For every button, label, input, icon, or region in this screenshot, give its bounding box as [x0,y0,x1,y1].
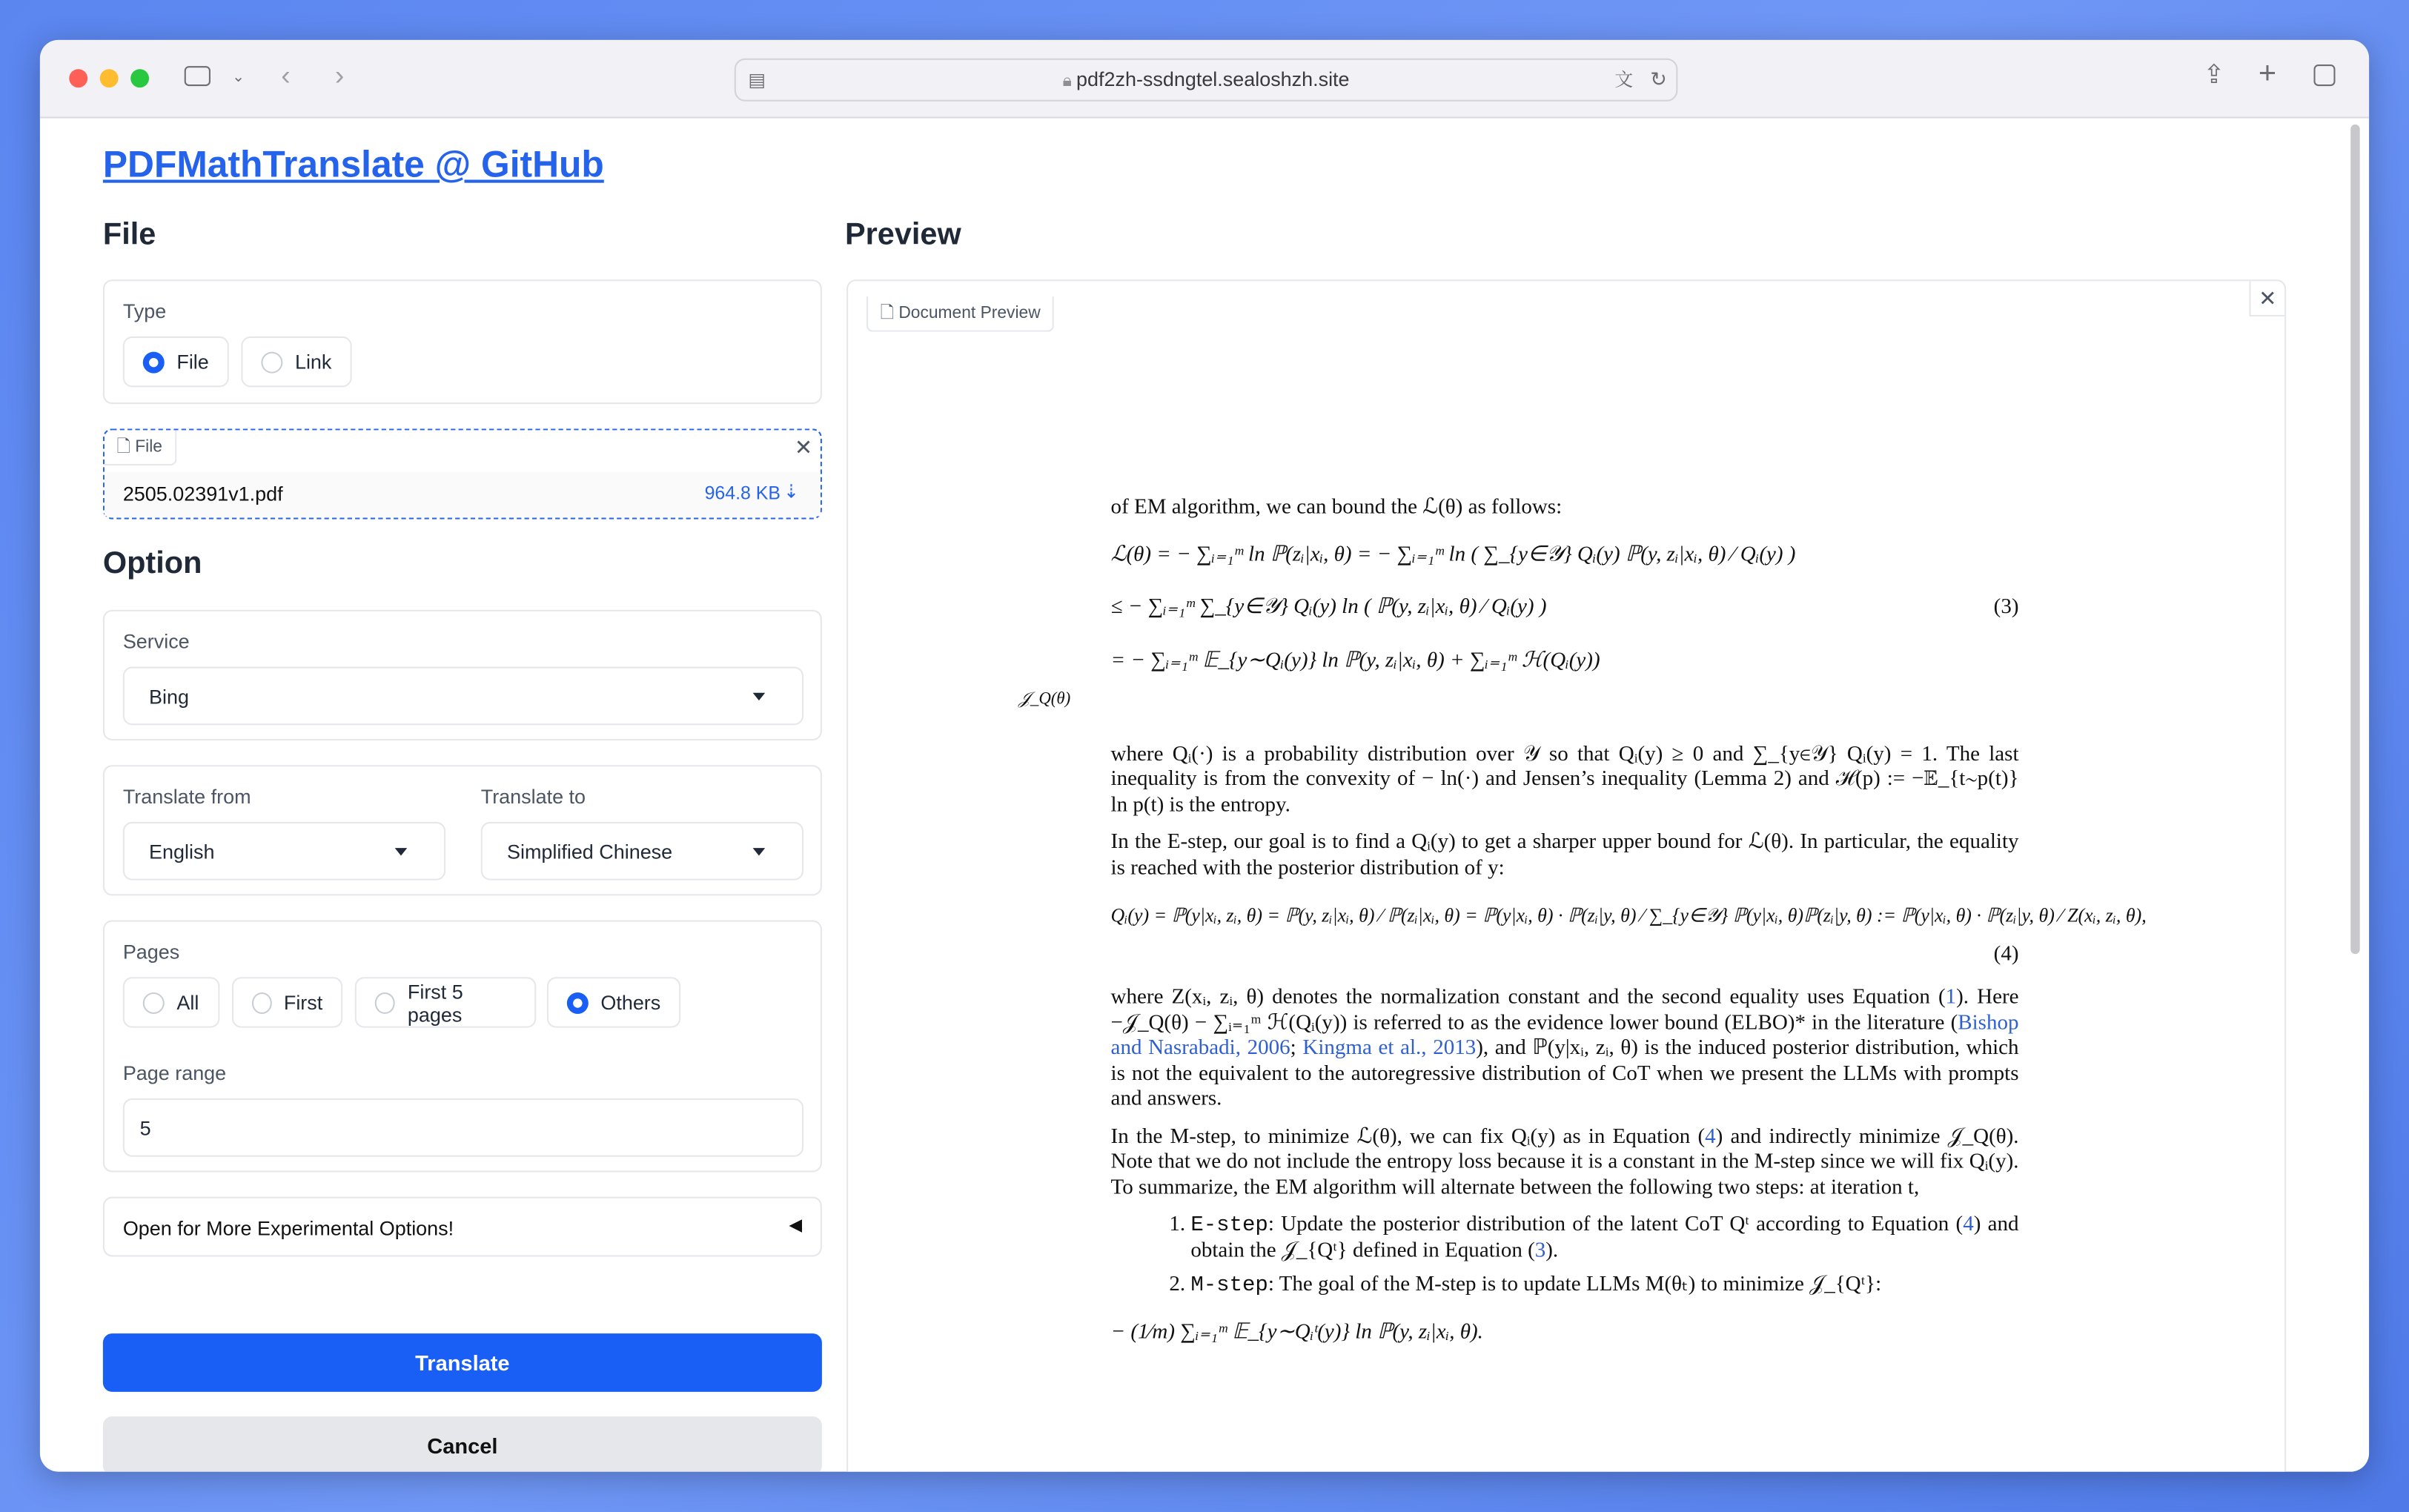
translate-to-select[interactable] [481,822,803,881]
equation-ref-link[interactable]: 4 [1705,1125,1716,1149]
equation-3 [1018,543,2019,712]
translate-icon[interactable]: 文 [1614,69,1634,91]
radio-label: All [176,990,199,1014]
cancel-button[interactable]: Cancel [103,1416,822,1472]
text: ). Here −𝒥_Q(θ) − ∑ᵢ₌₁ᵐ ℋ(Qᵢ(y)) is referred to as the evidence lower bound (ELBO)* in the literature ( [1110,986,2019,1035]
radio-unselected-icon [252,992,271,1013]
zoom-window-button[interactable] [130,69,149,87]
close-window-button[interactable] [69,69,87,87]
reload-icon[interactable]: ↻ [1650,67,1667,91]
radio-label: First [283,990,323,1014]
tab-overview-icon[interactable]: ▤ [748,69,766,91]
radio-label: Link [294,350,332,374]
page-range-input[interactable]: 5 [123,1098,803,1157]
dropdown-caret-icon [753,693,766,700]
lock-icon: 🔒︎ [1062,72,1077,91]
page-range-label: Page range [122,1061,227,1085]
new-tab-icon[interactable]: + [2258,56,2277,91]
pages-radio-others[interactable] [547,977,680,1027]
paragraph [1111,987,2019,1113]
download-icon[interactable]: ⇣ [783,480,799,503]
url-text: pdf2zh-ssdngtel.sealoshzh.site [1076,67,1350,91]
text: ) and indirectly minimize 𝒥_Q(θ). Note that we do not include the entropy loss because it is a constant in the M-step since we will fix Qᵢ(y). To summarize, the EM algorithm will alternate between the following two steps: at iteration t, [1110,1125,2019,1199]
language-group [103,765,822,895]
from-value: English [149,840,215,863]
equation-line: ℒ(θ) = − ∑ᵢ₌₁ᵐ ln ℙ(zᵢ|xᵢ, θ) = − ∑ᵢ₌₁ᵐ ln ( ∑_{y∈𝒴} Qᵢ(y) ℙ(y, zᵢ|xᵢ, θ) ⁄ Qᵢ(y) ) [1110,543,1796,566]
collapse-triangle-icon: ◀ [789,1216,802,1236]
browser-window [40,40,2369,1472]
equation-brace-label: 𝒥_Q(θ) [1018,689,1071,709]
page-content [40,119,2369,1472]
preview-tab-label: Document Preview [898,304,1041,323]
chevron-down-icon[interactable]: ⌄ [231,69,245,87]
document-page [1018,496,2147,1358]
close-preview-button[interactable]: ✕ [2249,281,2284,316]
text: where Z(xᵢ, zᵢ, θ) denotes the normalization constant and the second equality uses Equation ( [1110,986,1946,1009]
equation-line: = − ∑ᵢ₌₁ᵐ 𝔼_{y∼Qᵢ(y)} ln ℙ(y, zᵢ|xᵢ, θ) + ∑ᵢ₌₁ᵐ ℋ(Qᵢ(y)) [1110,649,1600,672]
service-value: Bing [149,685,190,709]
equation-line: Qᵢ(y) = ℙ(y|xᵢ, zᵢ, θ) = ℙ(y, zᵢ|xᵢ, θ) ⁄ ℙ(zᵢ|xᵢ, θ) = ℙ(y|xᵢ, θ) · ℙ(zᵢ|y, θ) ⁄ ∑_{y∈𝒴} ℙ(y|xᵢ, θ)ℙ(zᵢ|y, θ) := ℙ(y|xᵢ, θ) · ℙ(zᵢ|y, θ) ⁄ Z(xᵢ, zᵢ, θ), [1110,904,2147,926]
translate-to-label: Translate to [480,785,586,809]
browser-toolbar [40,40,2369,119]
radio-label: First 5 pages [407,979,463,1026]
pages-radio-all[interactable] [123,977,220,1027]
text: : The goal of the M-step is to update LLMs M(θₜ) to minimize 𝒥_{Qᵗ}: [1268,1273,1882,1297]
address-bar[interactable] [735,59,1678,102]
equation-5: − (1⁄m) ∑ᵢ₌₁ᵐ 𝔼_{y∼Qᵢᵗ(y)} ln ℙ(y, zᵢ|xᵢ, θ). [1110,1320,1483,1344]
citation-link[interactable]: Kingma et al., 2013 [1302,1037,1477,1061]
type-radio-file[interactable] [123,336,229,387]
pages-label: Pages [122,940,180,964]
paragraph: In the E-step, our goal is to find a Qᵢ(y) to get a sharper upper bound for ℒ(θ). In particular, the equality is reached with the posterior distribution of y: [1110,831,2019,880]
equation-ref-link[interactable]: 3 [1534,1239,1546,1262]
equation-number: (3) [1993,596,2019,620]
text: ), and ℙ(y|xᵢ, zᵢ, θ) is the induced posterior distribution, which is not the equivalent to the autoregressive distribution of CoT when we present the LLMs with prompts and answers. [1110,1037,2019,1111]
forward-icon[interactable]: › [334,59,345,91]
equation-4 [1110,903,2147,968]
sidebar-icon[interactable] [185,66,211,86]
file-upload[interactable] [103,428,822,519]
type-radio-link[interactable] [241,336,351,387]
to-value: Simplified Chinese [506,840,673,863]
preview-heading: Preview [844,218,961,252]
radio-label: Others [600,990,661,1014]
service-label: Service [122,629,190,653]
experimental-options-accordion[interactable] [103,1197,822,1257]
text: ; [1290,1037,1303,1061]
file-icon: 🗋︎ [880,304,899,323]
back-icon[interactable]: ‹ [281,59,291,91]
equation-line: ≤ − ∑ᵢ₌₁ᵐ ∑_{y∈𝒴} Qᵢ(y) ln ( ℙ(y, zᵢ|xᵢ, θ) ⁄ Qᵢ(y) ) [1110,596,1547,620]
clear-file-button[interactable]: ✕ [794,434,813,460]
list-item [1190,1213,2018,1264]
document-preview-tab[interactable] [866,296,1054,332]
minimize-window-button[interactable] [100,69,119,87]
text: ) and obtain the 𝒥_{Qᵗ} defined in Equation ( [1190,1213,2019,1262]
file-heading: File [102,218,156,252]
pages-radio-first-5[interactable] [355,977,537,1027]
tabs-icon[interactable] [2313,64,2335,86]
equation-ref-link[interactable]: 4 [1963,1213,1974,1237]
share-icon[interactable]: ⇪ [2203,59,2225,90]
file-row [105,471,821,516]
file-icon: 🗋︎ [116,437,136,457]
file-name: 2505.02391v1.pdf [122,482,283,505]
type-label: Type [122,299,167,323]
file-tab-label: File [135,437,162,457]
radio-selected-icon [143,351,165,373]
citation-link[interactable]: Bishop and Nasrabadi, 2006 [1110,1011,2019,1061]
pages-radio-first[interactable] [232,977,342,1027]
file-tab [105,430,176,465]
option-heading: Option [102,546,202,581]
dropdown-caret-icon [753,848,766,855]
service-select[interactable] [123,667,803,726]
paragraph: of EM algorithm, we can bound the ℒ(θ) as follows: [1110,496,1563,520]
radio-selected-icon [567,992,589,1013]
paragraph: where Qᵢ(·) is a probability distribution over 𝒴 so that Qᵢ(y) ≥ 0 and ∑_{y∈𝒴} Qᵢ(y) = 1. The last inequality is from the convexity of − ln(·) and Jensen’s inequality (Lemma 2) and ℋ(p) := −𝔼_{t∼p(t)} ln p(t) is the entropy. [1110,743,2019,817]
radio-label: File [176,350,209,374]
github-link[interactable]: PDFMathTranslate @ GitHub [102,144,604,186]
list-item [1190,1273,2018,1299]
radio-unselected-icon [375,992,396,1013]
code-text: M-step [1190,1273,1268,1299]
translate-button[interactable]: Translate [103,1333,822,1392]
radio-unselected-icon [143,992,165,1013]
experimental-options-label: Open for More Experimental Options! [122,1216,454,1240]
paragraph [1111,1125,2019,1201]
radio-unselected-icon [261,351,282,373]
text: ). [1545,1239,1559,1262]
equation-ref-link[interactable]: 1 [1945,986,1957,1009]
equation-number: (4) [1993,943,2019,966]
code-text: E-step [1190,1213,1268,1239]
translate-from-label: Translate from [122,785,251,809]
page-scrollbar[interactable] [2350,125,2359,954]
pages-group [103,921,822,1173]
type-group [103,279,822,404]
text: In the M-step, to minimize ℒ(θ), we can fix Qᵢ(y) as in Equation ( [1110,1125,1706,1149]
file-size[interactable]: 964.8 KB [704,482,781,504]
text: : Update the posterior distribution of the latent CoT Qᵗ according to Equation ( [1268,1213,1964,1237]
translate-from-select[interactable] [123,822,445,881]
service-group [103,610,822,740]
em-steps-list [1111,1213,2019,1299]
dropdown-caret-icon [395,848,408,855]
